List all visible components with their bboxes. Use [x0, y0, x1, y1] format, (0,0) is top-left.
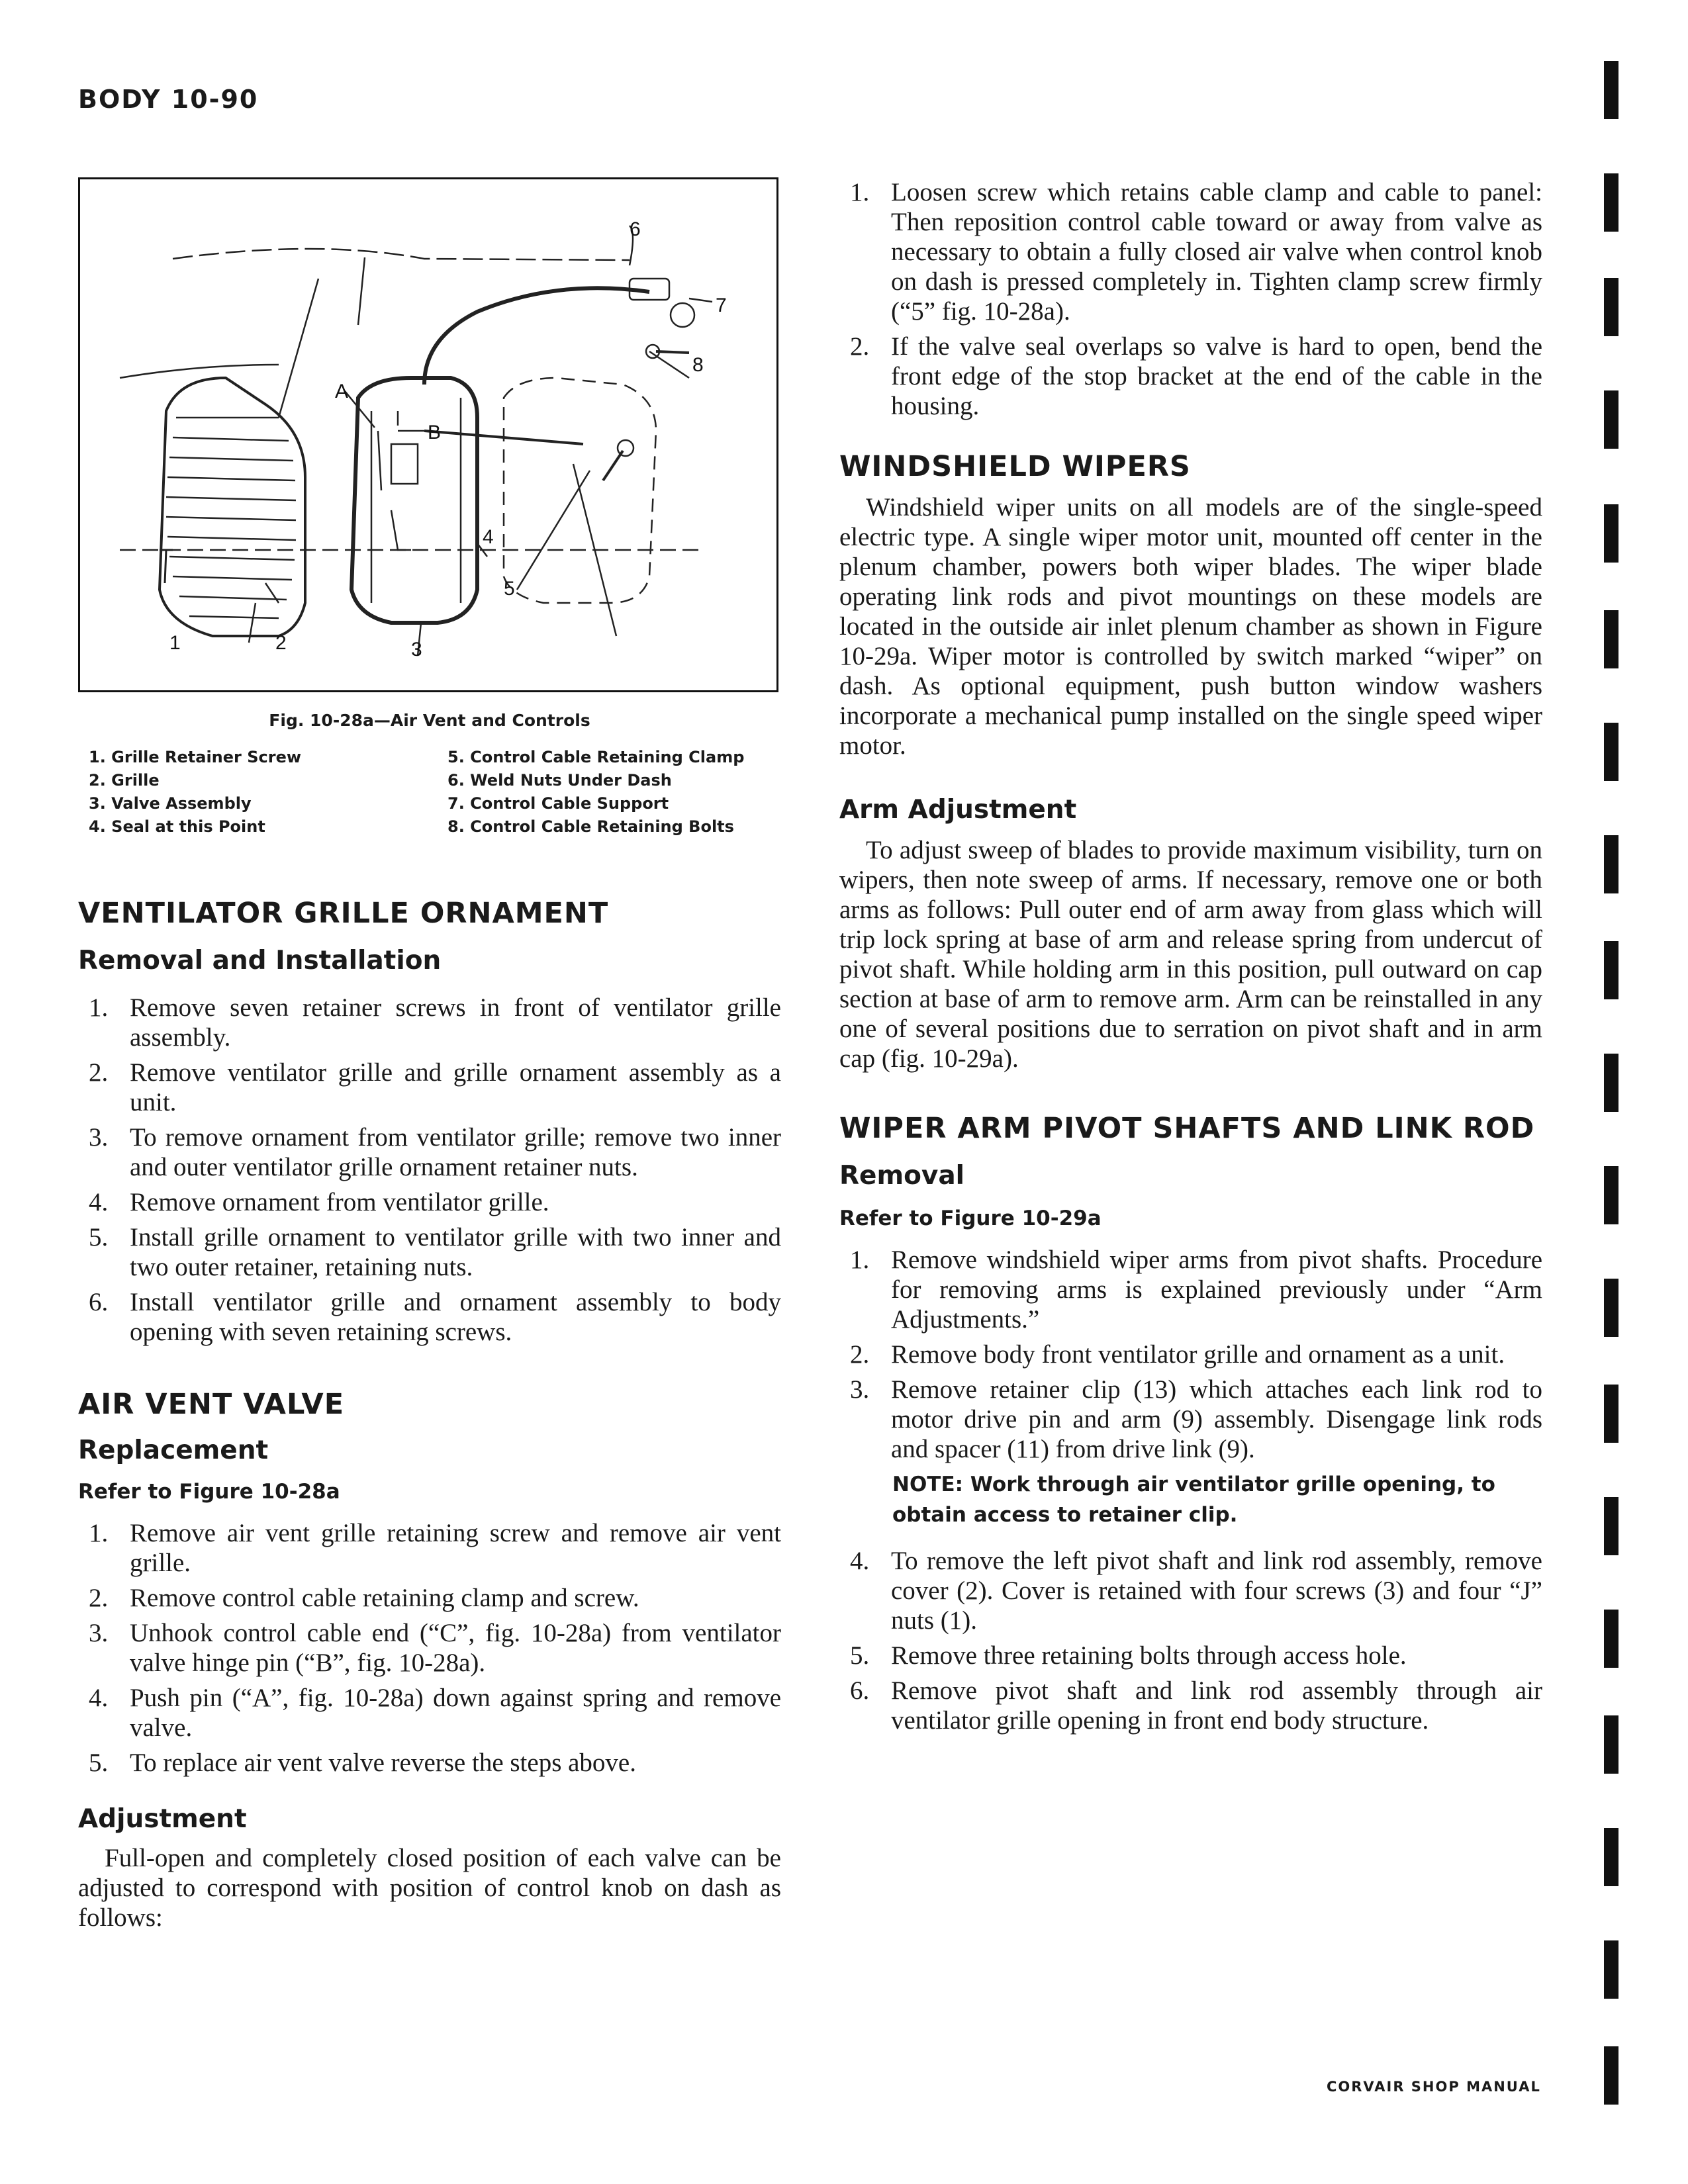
section-title-pivot-shafts: WIPER ARM PIVOT SHAFTS AND LINK ROD — [839, 1112, 1535, 1145]
revision-bar — [1604, 835, 1618, 893]
callout-8: 8 — [692, 354, 704, 376]
list-item: 3. Remove retainer clip (13) which attaches each link rod to motor drive pin and arm (9) assembly. Disengage link rods and spacer (11) from drive link (9). — [850, 1375, 1542, 1463]
legend-item: 6. Weld Nuts Under Dash — [447, 771, 672, 790]
callout-1: 1 — [169, 632, 181, 654]
revision-bar — [1604, 278, 1618, 336]
revision-bar — [1604, 1610, 1618, 1668]
adjustment-paragraph: Full-open and completely closed position of each valve can be adjusted to correspond with position of control knob on dash as follows: — [78, 1844, 781, 1932]
subsection-title-removal: Removal and Installation — [78, 946, 442, 976]
list-item: 3. To remove ornament from ventilator grille; remove two inner and outer ventilator grille ornament retainer nuts. — [89, 1123, 781, 1181]
revision-bar — [1604, 723, 1618, 781]
revision-bar — [1604, 1497, 1618, 1555]
legend-item: 8. Control Cable Retaining Bolts — [447, 817, 734, 836]
list-item: 5. Remove three retaining bolts through access hole. — [850, 1641, 1407, 1670]
subsection-title-replacement: Replacement — [78, 1435, 269, 1465]
list-item: 1. Remove seven retainer screws in front of ventilator grille assembly. — [89, 993, 781, 1052]
list-item: 2. Remove ventilator grille and grille ornament assembly as a unit. — [89, 1058, 781, 1116]
legend-item: 5. Control Cable Retaining Clamp — [447, 748, 745, 766]
list-item: 1. Loosen screw which retains cable clamp and cable to panel: Then reposition control cable toward or away from valve as necessary to obtain a fully closed air valve when control knob on dash is pressed completely in. Tighten clamp screw firmly (“5” fig. 10-28a). — [850, 178, 1542, 326]
wipers-paragraph: Windshield wiper units on all models are of the single-speed electric type. A single wiper motor unit, mounted off center in the plenum chamber, powers both wiper blades. The wiper blade operating link rods and pivot mountings on these models are located in the outside air inlet plenum chamber as shown in Figure 10-29a. Wiper motor is controlled by switch marked “wiper” on dash. As optional equipment, push button window washers incorporate a mechanical pump installed on the single speed wiper motor. — [839, 493, 1542, 760]
subsection-title-adjustment: Adjustment — [78, 1804, 247, 1834]
callout-6: 6 — [630, 218, 641, 240]
list-item: 2. Remove body front ventilator grille and ornament as a unit. — [850, 1340, 1505, 1369]
pivot-steps-b — [839, 1546, 1542, 1735]
list-item: 2. Remove control cable retaining clamp and screw. — [89, 1584, 639, 1612]
revision-bar — [1604, 390, 1618, 449]
section-title-ventilator: VENTILATOR GRILLE ORNAMENT — [78, 897, 609, 930]
revision-bar — [1604, 61, 1618, 119]
revision-bar — [1604, 1385, 1618, 1443]
legend-item: 4. Seal at this Point — [89, 817, 265, 836]
list-item: 4. Push pin (“A”, fig. 10-28a) down against spring and remove valve. — [89, 1684, 781, 1742]
list-item: 4. Remove ornament from ventilator grille. — [89, 1188, 549, 1216]
callout-B: B — [428, 422, 442, 443]
legend-column-right — [422, 746, 781, 839]
air-vent-illustration — [80, 179, 776, 690]
revision-bar — [1604, 1279, 1618, 1337]
refer-label-pivot: Refer to Figure 10-29a — [839, 1206, 1102, 1230]
revision-bar — [1604, 2046, 1618, 2105]
legend-item: 3. Valve Assembly — [89, 794, 252, 813]
revision-bar — [1604, 504, 1618, 563]
subsection-title-arm-adjustment: Arm Adjustment — [839, 795, 1077, 825]
left-column — [78, 177, 781, 1933]
revision-bar — [1604, 1166, 1618, 1224]
list-item: 4. To remove the left pivot shaft and link rod assembly, remove cover (2). Cover is retained with four screws (3) and four “J” nuts (1). — [850, 1547, 1542, 1635]
subsection-title-removal-pivot: Removal — [839, 1161, 965, 1191]
adjustment-steps — [839, 177, 1542, 421]
air-vent-steps — [78, 1518, 781, 1778]
section-title-wipers: WINDSHIELD WIPERS — [839, 450, 1191, 483]
list-item: 6. Remove pivot shaft and link rod assembly through air ventilator grille opening in front end body structure. — [850, 1676, 1542, 1735]
pivot-steps-a — [839, 1245, 1542, 1464]
note-text: NOTE: Work through air ventilator grille opening, to obtain access to retainer clip. — [892, 1473, 1495, 1527]
callout-3: 3 — [411, 639, 422, 660]
section-title-air-vent: AIR VENT VALVE — [78, 1388, 345, 1421]
figure-caption: Fig. 10-28a—Air Vent and Controls — [269, 711, 590, 730]
revision-bar — [1604, 1828, 1618, 1886]
legend-item: 1. Grille Retainer Screw — [89, 748, 302, 766]
list-item: 1. Remove windshield wiper arms from pivot shafts. Procedure for removing arms is explained previously under “Arm Adjustments.” — [850, 1246, 1542, 1334]
revision-bar — [1604, 1054, 1618, 1112]
callout-7: 7 — [716, 295, 727, 316]
callout-5: 5 — [504, 578, 515, 600]
right-column — [839, 177, 1542, 1741]
legend-column-left — [89, 746, 422, 839]
figure-air-vent — [78, 177, 778, 692]
footer: CORVAIR SHOP MANUAL — [1327, 2079, 1541, 2095]
arm-adjustment-paragraph: To adjust sweep of blades to provide maximum visibility, turn on wipers, then note sweep of arms. If necessary, remove one or both arms as follows: Pull outer end of arm away from glass which will trip lock spring at base of arm and release spring from undercut of pivot shaft. While holding arm in this position, pull outward on cap section at base of arm to remove arm. Arm can be reinstalled in any one of several positions due to serration on pivot shaft and in arm cap (fig. 10-29a). — [839, 836, 1542, 1073]
list-item: 2. If the valve seal overlaps so valve is hard to open, bend the front edge of the stop bracket at the end of the cable in the housing. — [850, 332, 1542, 420]
list-item: 6. Install ventilator grille and ornament assembly to body opening with seven retaining screws. — [89, 1288, 781, 1346]
list-item: 5. Install grille ornament to ventilator grille with two inner and two outer retainer, retaining nuts. — [89, 1223, 781, 1281]
legend-item: 2. Grille — [89, 771, 160, 790]
callout-2: 2 — [275, 632, 287, 654]
revision-bar — [1604, 1715, 1618, 1774]
callout-4: 4 — [483, 526, 494, 548]
refer-label: Refer to Figure 10-28a — [78, 1480, 340, 1504]
revision-bar — [1604, 610, 1618, 668]
figure-legend — [78, 746, 781, 839]
revision-bar — [1604, 1940, 1618, 1999]
revision-bar — [1604, 941, 1618, 999]
list-item: 5. To replace air vent valve reverse the steps above. — [89, 1749, 636, 1777]
callout-A: A — [335, 381, 349, 402]
list-item: 3. Unhook control cable end (“C”, fig. 10-28a) from ventilator valve hinge pin (“B”, fig. 10-28a). — [89, 1619, 781, 1677]
revision-bar — [1604, 173, 1618, 232]
list-item: 1. Remove air vent grille retaining screw and remove air vent grille. — [89, 1519, 781, 1577]
ventilator-steps — [78, 993, 781, 1347]
page-header: BODY 10-90 — [78, 85, 259, 114]
legend-item: 7. Control Cable Support — [447, 794, 669, 813]
